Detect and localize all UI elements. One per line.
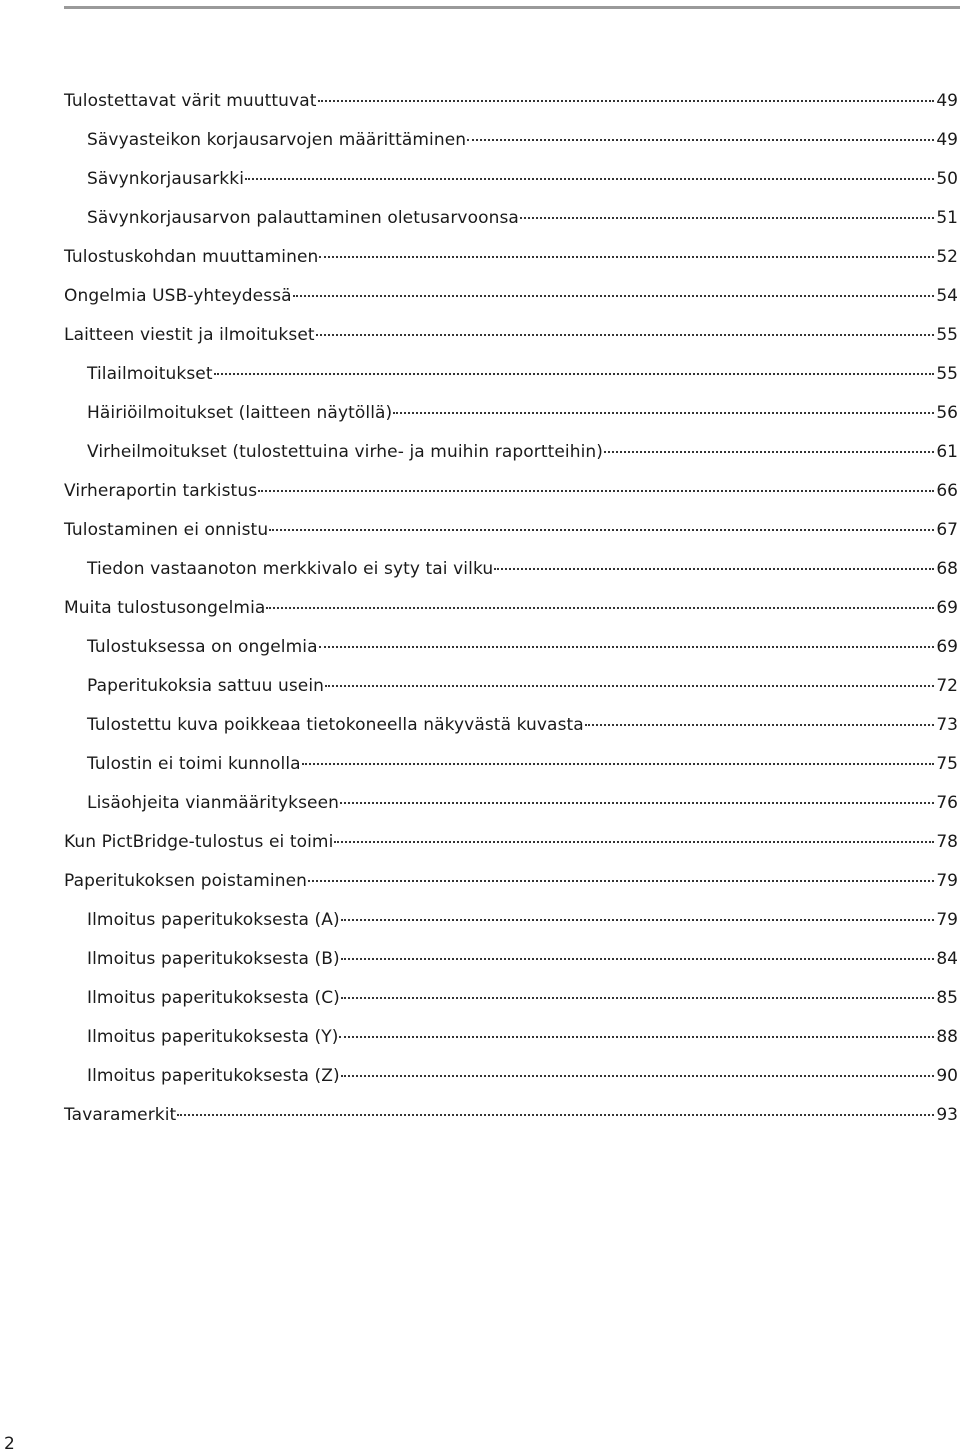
toc-entry[interactable] bbox=[64, 1105, 958, 1144]
dot-leader bbox=[520, 217, 934, 219]
toc-entry-title: Ilmoitus paperitukoksesta (B) bbox=[87, 949, 340, 969]
toc-entry[interactable] bbox=[64, 364, 958, 403]
toc-entry[interactable] bbox=[64, 91, 958, 130]
dot-leader bbox=[393, 412, 934, 414]
toc-entry-title: Tulostettavat värit muuttuvat bbox=[64, 91, 317, 111]
toc-entry-page: 79 bbox=[936, 871, 958, 891]
dot-leader bbox=[585, 724, 935, 726]
toc-entry[interactable] bbox=[64, 598, 958, 637]
toc-entry-page: 72 bbox=[936, 676, 958, 696]
toc-entry[interactable] bbox=[64, 1066, 958, 1105]
header-rule bbox=[64, 6, 960, 9]
dot-leader bbox=[245, 178, 934, 180]
toc-entry-page: 54 bbox=[936, 286, 958, 306]
dot-leader bbox=[319, 646, 935, 648]
toc-entry[interactable] bbox=[64, 871, 958, 910]
toc-entry-page: 75 bbox=[936, 754, 958, 774]
toc-entry-page: 93 bbox=[936, 1105, 958, 1125]
toc-entry-title: Laitteen viestit ja ilmoitukset bbox=[64, 325, 315, 345]
toc-entry[interactable] bbox=[64, 169, 958, 208]
toc-entry-page: 88 bbox=[936, 1027, 958, 1047]
toc-entry-page: 51 bbox=[936, 208, 958, 228]
toc-entry[interactable] bbox=[64, 988, 958, 1027]
toc-entry[interactable] bbox=[64, 754, 958, 793]
dot-leader bbox=[318, 100, 935, 102]
dot-leader bbox=[604, 451, 934, 453]
dot-leader bbox=[177, 1114, 934, 1116]
toc-entry[interactable] bbox=[64, 208, 958, 247]
toc-entry-page: 56 bbox=[936, 403, 958, 423]
toc-entry-page: 61 bbox=[936, 442, 958, 462]
dot-leader bbox=[269, 529, 934, 531]
toc-entry-title: Ongelmia USB-yhteydessä bbox=[64, 286, 292, 306]
toc-entry-page: 52 bbox=[936, 247, 958, 267]
toc-entry-page: 84 bbox=[936, 949, 958, 969]
toc-entry-title: Ilmoitus paperitukoksesta (C) bbox=[87, 988, 340, 1008]
toc-entry[interactable] bbox=[64, 559, 958, 598]
toc-entry-page: 66 bbox=[936, 481, 958, 501]
toc-entry-title: Häiriöilmoitukset (laitteen näytöllä) bbox=[87, 403, 393, 423]
dot-leader bbox=[302, 763, 935, 765]
toc-entry-title: Tulostuskohdan muuttaminen bbox=[64, 247, 319, 267]
toc-entry[interactable] bbox=[64, 403, 958, 442]
dot-leader bbox=[341, 919, 935, 921]
dot-leader bbox=[258, 490, 934, 492]
toc-entry-title: Sävynkorjausarkki bbox=[87, 169, 245, 189]
dot-leader bbox=[319, 256, 934, 258]
toc-entry[interactable] bbox=[64, 520, 958, 559]
toc-entry-title: Ilmoitus paperitukoksesta (Y) bbox=[87, 1027, 339, 1047]
dot-leader bbox=[325, 685, 934, 687]
toc-entry-title: Tulostin ei toimi kunnolla bbox=[87, 754, 301, 774]
toc-entry[interactable] bbox=[64, 1027, 958, 1066]
toc-entry-title: Paperitukoksen poistaminen bbox=[64, 871, 308, 891]
toc-entry[interactable] bbox=[64, 442, 958, 481]
toc-entry-title: Tulostettu kuva poikkeaa tietokoneella näkyvästä kuvasta bbox=[87, 715, 584, 735]
toc-entry[interactable] bbox=[64, 325, 958, 364]
toc-entry-title: Muita tulostusongelmia bbox=[64, 598, 266, 618]
dot-leader bbox=[266, 607, 934, 609]
toc-entry-title: Kun PictBridge-tulostus ei toimi bbox=[64, 832, 334, 852]
toc-entry[interactable] bbox=[64, 910, 958, 949]
toc-entry-title: Lisäohjeita vianmääritykseen bbox=[87, 793, 340, 813]
toc-entry-title: Virheraportin tarkistus bbox=[64, 481, 258, 501]
dot-leader bbox=[214, 373, 935, 375]
toc-entry[interactable] bbox=[64, 637, 958, 676]
dot-leader bbox=[341, 1075, 935, 1077]
toc-entry[interactable] bbox=[64, 715, 958, 754]
dot-leader bbox=[494, 568, 934, 570]
page-number: 2 bbox=[4, 1434, 15, 1454]
toc-entry-title: Ilmoitus paperitukoksesta (A) bbox=[87, 910, 340, 930]
dot-leader bbox=[316, 334, 935, 336]
toc-entry-page: 76 bbox=[936, 793, 958, 813]
toc-entry-page: 69 bbox=[936, 598, 958, 618]
toc-entry-page: 49 bbox=[936, 91, 958, 111]
dot-leader bbox=[339, 1036, 934, 1038]
toc-entry-page: 67 bbox=[936, 520, 958, 540]
dot-leader bbox=[308, 880, 934, 882]
dot-leader bbox=[341, 958, 935, 960]
toc-entry[interactable] bbox=[64, 247, 958, 286]
toc-entry-page: 55 bbox=[936, 325, 958, 345]
toc-entry-title: Ilmoitus paperitukoksesta (Z) bbox=[87, 1066, 340, 1086]
toc-entry[interactable] bbox=[64, 832, 958, 871]
toc-entry-title: Paperitukoksia sattuu usein bbox=[87, 676, 325, 696]
dot-leader bbox=[340, 802, 934, 804]
dot-leader bbox=[341, 997, 934, 999]
toc-entry-page: 78 bbox=[936, 832, 958, 852]
toc-entry-page: 90 bbox=[936, 1066, 958, 1086]
toc-entry-page: 79 bbox=[936, 910, 958, 930]
toc-entry-title: Tiedon vastaanoton merkkivalo ei syty tai vilku bbox=[87, 559, 494, 579]
table-of-contents bbox=[64, 91, 958, 1144]
toc-entry-title: Virheilmoitukset (tulostettuina virhe- ja muihin raportteihin) bbox=[87, 442, 604, 462]
toc-entry-title: Tavaramerkit bbox=[64, 1105, 177, 1125]
toc-entry[interactable] bbox=[64, 130, 958, 169]
toc-entry-page: 50 bbox=[936, 169, 958, 189]
toc-entry[interactable] bbox=[64, 676, 958, 715]
toc-entry[interactable] bbox=[64, 793, 958, 832]
toc-entry-title: Tilailmoitukset bbox=[87, 364, 213, 384]
dot-leader bbox=[293, 295, 935, 297]
toc-entry-page: 69 bbox=[936, 637, 958, 657]
dot-leader bbox=[334, 841, 934, 843]
toc-entry-title: Sävynkorjausarvon palauttaminen oletusarvoonsa bbox=[87, 208, 519, 228]
toc-entry[interactable] bbox=[64, 286, 958, 325]
toc-entry-page: 73 bbox=[936, 715, 958, 735]
toc-entry-page: 49 bbox=[936, 130, 958, 150]
toc-entry-title: Tulostuksessa on ongelmia bbox=[87, 637, 318, 657]
toc-entry-title: Sävyasteikon korjausarvojen määrittäminen bbox=[87, 130, 467, 150]
toc-entry[interactable] bbox=[64, 949, 958, 988]
toc-entry-page: 85 bbox=[936, 988, 958, 1008]
toc-entry-page: 55 bbox=[936, 364, 958, 384]
toc-entry-title: Tulostaminen ei onnistu bbox=[64, 520, 269, 540]
dot-leader bbox=[467, 139, 934, 141]
toc-entry[interactable] bbox=[64, 481, 958, 520]
toc-entry-page: 68 bbox=[936, 559, 958, 579]
